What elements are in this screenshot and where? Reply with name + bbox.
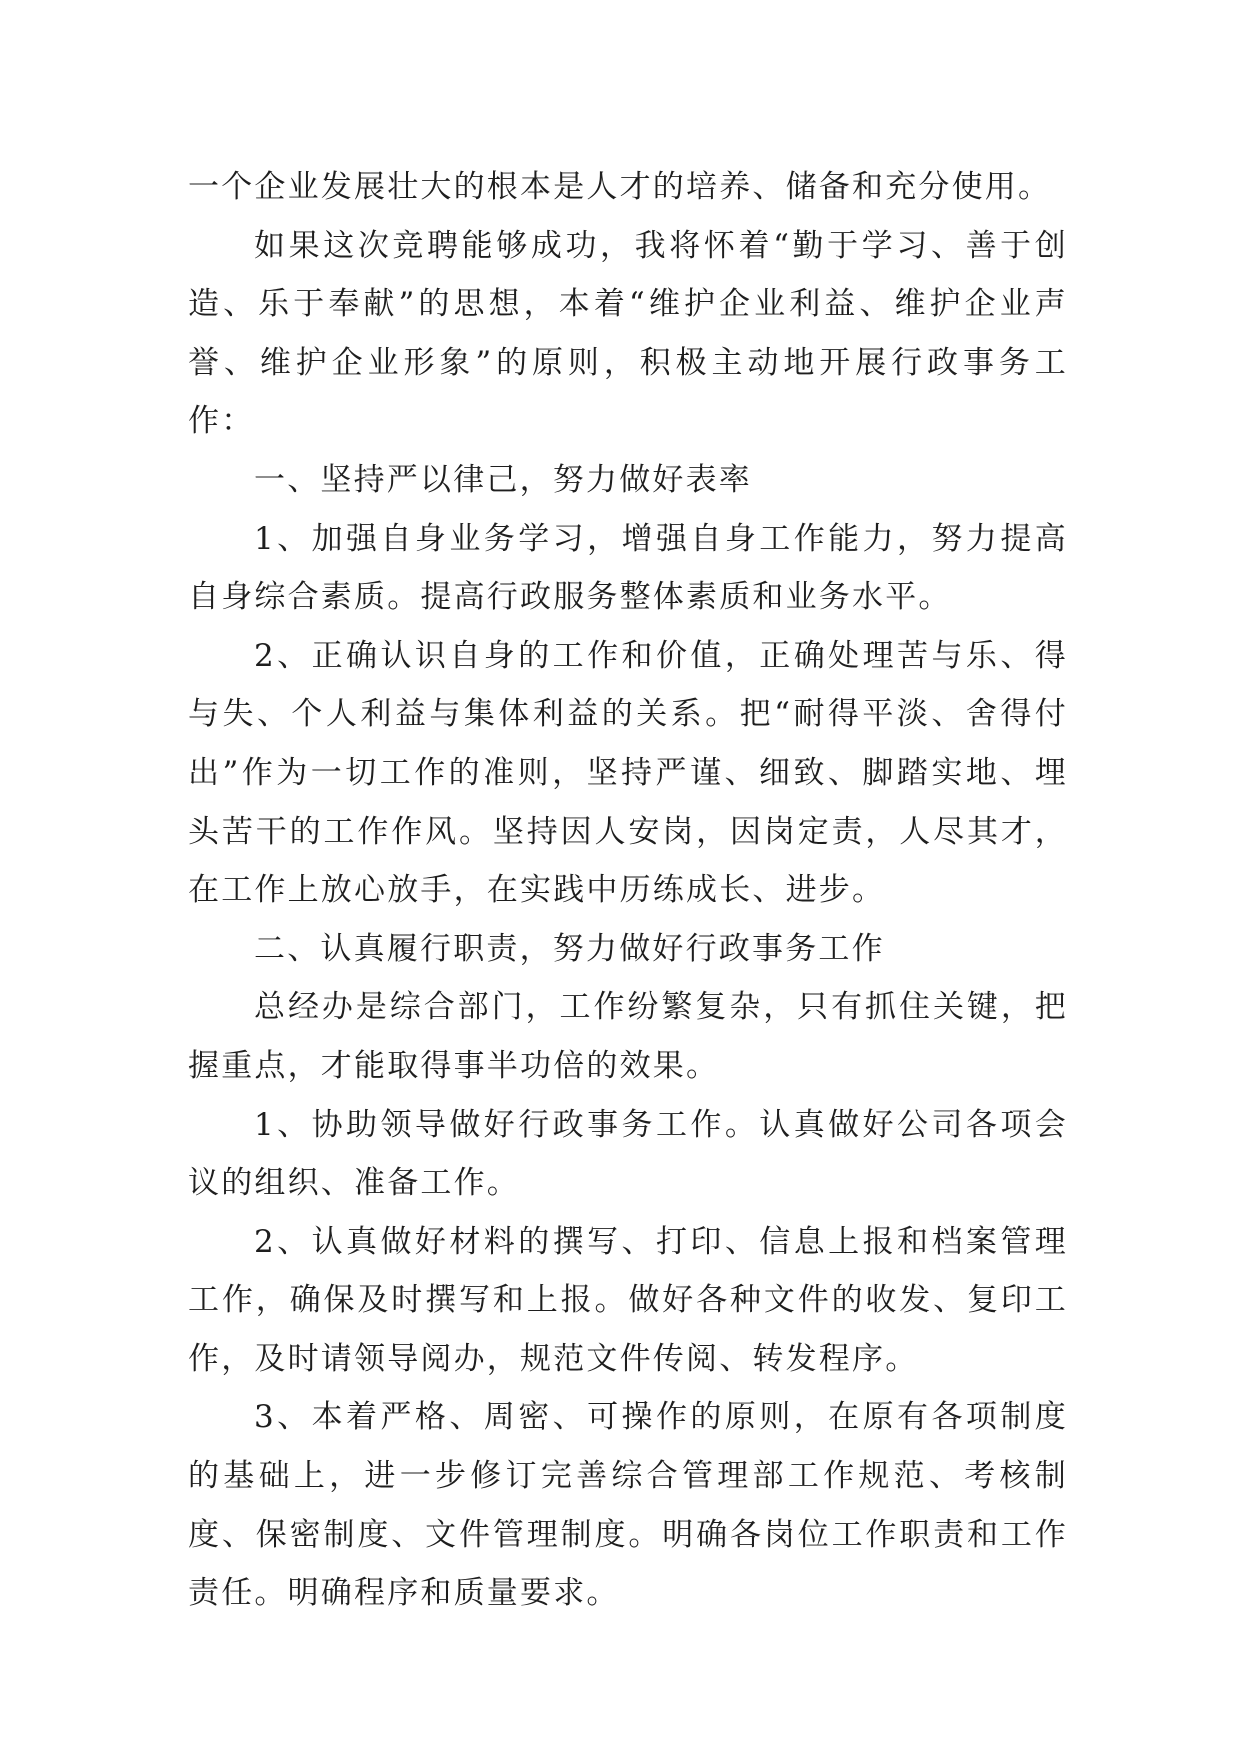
paragraph-item-2-3: 3、本着严格、周密、可操作的原则，在原有各项制度的基础上，进一步修订完善综合管理部工作规范、考核制度、保密制度、文件管理制度。明确各岗位工作职责和工作责任。明确程序和质量要求。 xyxy=(188,1399,1068,1612)
paragraph-item-1-1: 1、加强自身业务学习，增强自身工作能力，努力提高自身综合素质。提高行政服务整体素质和业务水平。 xyxy=(188,520,1068,616)
paragraph-commitment: 如果这次竞聘能够成功，我将怀着“勤于学习、善于创造、乐于奉献”的思想，本着“维护企业利益、维护企业声誉、维护企业形象”的原则，积极主动地开展行政事务工作： xyxy=(188,227,1068,440)
section-heading-2: 二、认真履行职责，努力做好行政事务工作 xyxy=(254,930,885,967)
paragraph-item-2-1: 1、协助领导做好行政事务工作。认真做好公司各项会议的组织、准备工作。 xyxy=(188,1106,1068,1202)
paragraph-item-1-2: 2、正确认识自身的工作和价值，正确处理苦与乐、得与失、个人利益与集体利益的关系。把“耐得平淡、舍得付出”作为一切工作的准则，坚持严谨、细致、脚踏实地、埋头苦干的工作作风。坚持因人安岗，因岗定责，人尽其才，在工作上放心放手，在实践中历练成长、进步。 xyxy=(188,637,1068,909)
document-body xyxy=(188,158,1068,1623)
paragraph-intro-closing: 一个企业发展壮大的根本是人才的培养、储备和充分使用。 xyxy=(188,169,1052,205)
paragraph-section-2-intro: 总经办是综合部门，工作纷繁复杂，只有抓住关键，把握重点，才能取得事半功倍的效果。 xyxy=(188,989,1068,1084)
paragraph-item-2-2: 2、认真做好材料的撰写、打印、信息上报和档案管理工作，确保及时撰写和上报。做好各种文件的收发、复印工作，及时请领导阅办，规范文件传阅、转发程序。 xyxy=(188,1223,1068,1377)
section-heading-1: 一、坚持严以律己，努力做好表率 xyxy=(254,461,752,498)
